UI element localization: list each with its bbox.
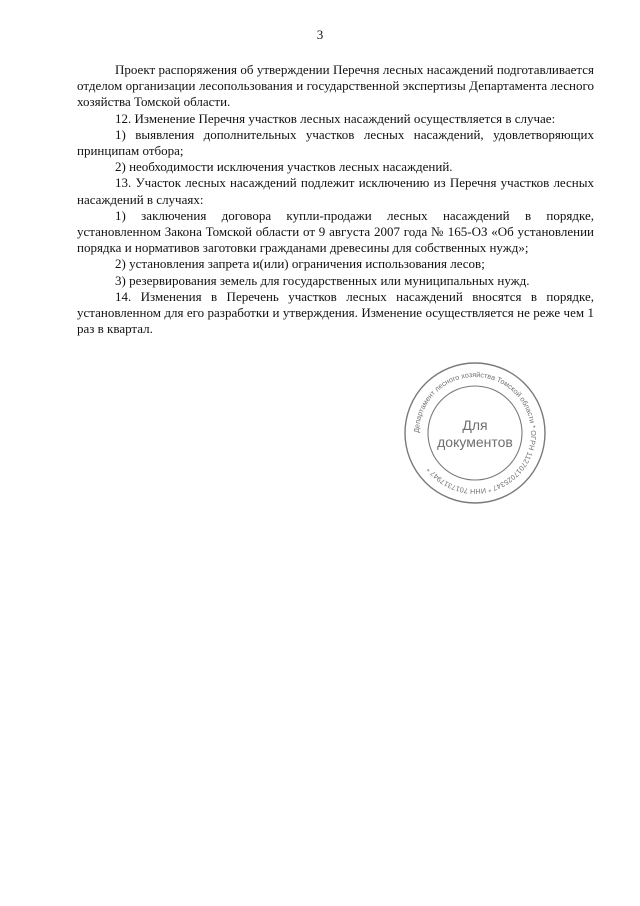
stamp-seal-icon (400, 358, 550, 508)
paragraph-12-item-2: 2) необходимости исключения участков лесных насаждений. (115, 159, 453, 175)
document-body (77, 62, 594, 337)
stamp-center-line-2: документов (437, 434, 513, 450)
paragraph-project-preparation: Проект распоряжения об утверждении Перечня лесных насаждений подготавливается отделом организации лесопользования и государственной экспертизы Департамента лесного хозяйства Томской области. (77, 62, 594, 110)
paragraph-14-changes: 14. Изменения в Перечень участков лесных насаждений вносятся в порядке, установленном для его разработки и утверждения. Изменение осуществляется не реже чем 1 раз в квартал. (77, 288, 594, 337)
paragraph-13-item-3: 3) резервирования земель для государственных или муниципальных нужд. (115, 272, 530, 288)
paragraph-12-change-list: 12. Изменение Перечня участков лесных насаждений осуществляется в случае: (115, 110, 556, 126)
paragraph-12-item-1: 1) выявления дополнительных участков лесных насаждений, удовлетворяющих принципам отбора; (77, 126, 594, 159)
official-stamp (400, 358, 550, 508)
paragraph-13-item-2: 2) установления запрета и(или) ограничения использования лесов; (115, 256, 485, 272)
page-number: 3 (316, 27, 324, 42)
stamp-outer-ring (405, 363, 545, 503)
stamp-ring-text: Департамент лесного хозяйства Томской области * ОГРН 1127017025347 * ИНН 7017317947 * (411, 369, 539, 497)
stamp-center-line-1: Для (462, 417, 488, 433)
stamp-inner-ring (428, 386, 522, 480)
paragraph-13-exclusion: 13. Участок лесных насаждений подлежит исключению из Перечня участков лесных насаждений в случаях: (77, 175, 594, 207)
paragraph-13-item-1: 1) заключения договора купли-продажи лесных насаждений в порядке, установленном Закона Томской области от 9 августа 2007 года № 165-ОЗ «Об установлении порядка и нормативов заготовки гражданами древесины для собственных нужд»; (77, 207, 594, 256)
